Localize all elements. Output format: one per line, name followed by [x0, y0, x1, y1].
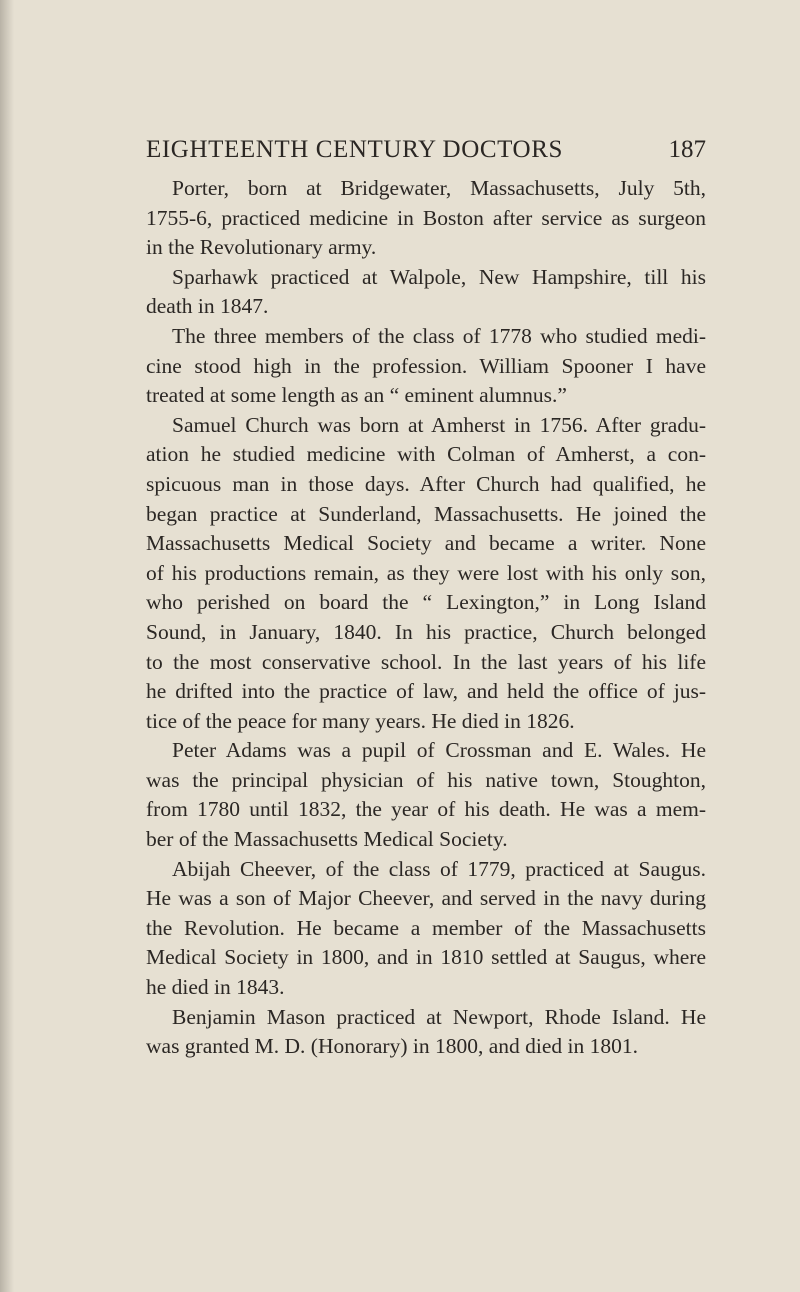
text-line: Benjamin Mason practiced at Newport, Rhode Island. He — [172, 1004, 706, 1029]
text-line: ber of the Massachusetts Medical Society. — [146, 827, 508, 852]
page-edge-shadow — [0, 0, 14, 1292]
text-line: cine stood high in the profession. William Spooner I have — [146, 353, 706, 378]
text-line: 1755-6, practiced medicine in Boston after service as surgeon — [146, 205, 706, 230]
text-line: Massachusetts Medical Society and became a writer. None — [146, 531, 706, 556]
text-line: He was a son of Major Cheever, and served in the navy during — [146, 886, 706, 911]
text-line: began practice at Sunderland, Massachusetts. He joined the — [146, 501, 706, 526]
text-line: The three members of the class of 1778 who studied medi- — [172, 323, 706, 348]
text-line: he drifted into the practice of law, and held the office of jus- — [146, 679, 706, 704]
page-number: 187 — [668, 136, 706, 163]
text-line: death in 1847. — [146, 294, 269, 319]
text-line: Porter, born at Bridgewater, Massachusetts, July 5th, — [172, 176, 706, 200]
text-line: Samuel Church was born at Amherst in 1756. After gradu- — [172, 412, 706, 437]
text-line: from 1780 until 1832, the year of his death. He was a mem- — [146, 797, 706, 822]
text-line: Sparhawk practiced at Walpole, New Hampshire, till his — [172, 264, 706, 289]
text-line: treated at some length as an “ eminent alumnus.” — [146, 383, 567, 408]
running-title: EIGHTEENTH CENTURY DOCTORS — [146, 136, 563, 163]
text-line: to the most conservative school. In the last years of his life — [146, 649, 706, 674]
running-head — [146, 136, 706, 170]
body-text — [146, 174, 706, 1062]
text-line: Medical Society in 1800, and in 1810 settled at Saugus, where — [146, 945, 706, 970]
text-line: ation he studied medicine with Colman of Amherst, a con- — [146, 442, 706, 467]
text-line: Sound, in January, 1840. In his practice, Church belonged — [146, 619, 706, 644]
text-line: Abijah Cheever, of the class of 1779, practiced at Saugus. — [172, 856, 706, 881]
text-line: spicuous man in those days. After Church had qualified, he — [146, 471, 706, 496]
text-line: of his productions remain, as they were lost with his only son, — [146, 560, 706, 585]
text-line: he died in 1843. — [146, 975, 285, 1000]
text-line: in the Revolutionary army. — [146, 235, 377, 260]
text-line: was the principal physician of his native town, Stoughton, — [146, 767, 706, 792]
text-line: was granted M. D. (Honorary) in 1800, and died in 1801. — [146, 1034, 639, 1059]
text-line: who perished on board the “ Lexington,” in Long Island — [146, 590, 706, 615]
text-line: tice of the peace for many years. He died in 1826. — [146, 708, 575, 733]
text-line: Peter Adams was a pupil of Crossman and E. Wales. He — [172, 738, 706, 763]
text-line: the Revolution. He became a member of the Massachusetts — [146, 915, 706, 940]
